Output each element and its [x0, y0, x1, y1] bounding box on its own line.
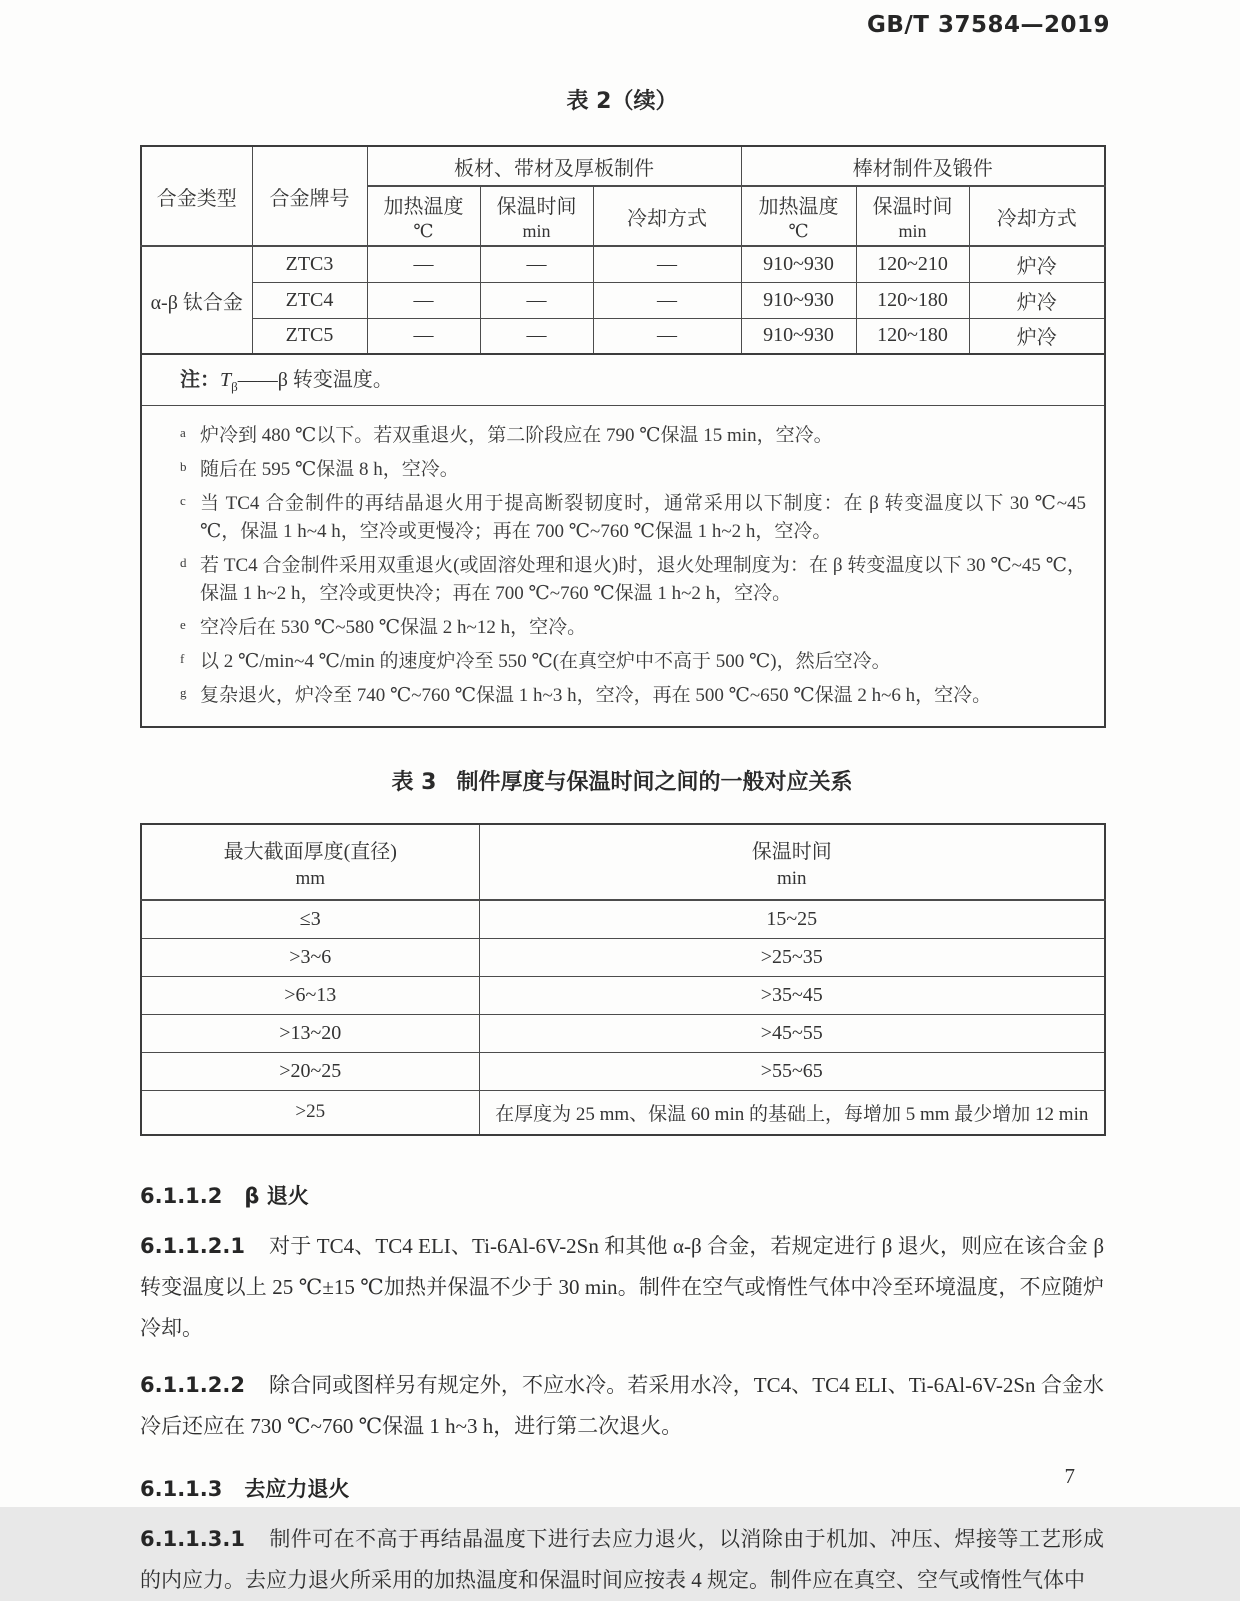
paragraph-text: 对于 TC4、TC4 ELI、Ti-6Al-6V-2Sn 和其他 α-β 合金，若规定进行 β 退火，则应在该合金 β 转变温度以上 25 ℃±15 ℃加热并保温不少于 30 min。制件在空气或惰性气体中冷至环境温度，不应随炉冷却。 — [140, 1234, 1104, 1340]
note-symbol: T — [220, 369, 232, 391]
table2-cell-plate-cool: — — [593, 318, 741, 354]
table2-row-ztc4 — [141, 282, 1105, 318]
table2-header-plate-cooling: 冷却方式 — [593, 186, 741, 246]
footnote-text: 复杂退火，炉冷至 740 ℃~760 ℃保温 1 h~3 h，空冷，再在 500 ℃~650 ℃保温 2 h~6 h，空冷。 — [200, 685, 992, 706]
table3-cell-thickness: ≤3 — [141, 900, 479, 938]
paragraph-text: 制件可在不高于再结晶温度下进行去应力退火，以消除由于机加、冲压、焊接等工艺形成的内应力。去应力退火所采用的加热温度和保温时间应按表 4 规定。制件应在真空、空气或惰性气体中 — [140, 1527, 1104, 1592]
paragraph-61131 — [140, 1519, 1104, 1601]
table2-title: 表 2（续） — [566, 89, 678, 114]
table3-cell-time: 在厚度为 25 mm、保温 60 min 的基础上，每增加 5 mm 最少增加 12 min — [479, 1090, 1105, 1135]
note-symbol-subscript: β — [231, 379, 238, 394]
footnote-mark: g — [180, 685, 187, 700]
table3-cell-thickness: >13~20 — [141, 1014, 479, 1052]
standard-number-header: GB/T 37584—2019 — [866, 12, 1110, 38]
table2-header-plate-heating-temp — [367, 186, 480, 246]
page-content — [140, 0, 1104, 1601]
table2-note-row — [141, 354, 1105, 406]
header-unit: min — [898, 221, 927, 241]
table2-cell-grade: ZTC3 — [252, 246, 367, 282]
table2-cell-plate-time: — — [480, 246, 593, 282]
footnote-mark: d — [180, 555, 187, 570]
paragraph-61121 — [140, 1226, 1104, 1349]
header-label: 加热温度 — [758, 196, 839, 218]
table2-header-bar-cooling: 冷却方式 — [969, 186, 1105, 246]
footnote-mark: e — [180, 617, 186, 632]
section-number: 6.1.1.2 — [140, 1184, 223, 1208]
table3-header-row — [141, 824, 1105, 900]
footnote-c — [172, 490, 1086, 546]
table3-row — [141, 1014, 1105, 1052]
footnote-text: 空冷后在 530 ℃~580 ℃保温 2 h~12 h，空冷。 — [200, 617, 587, 638]
footnote-text: 随后在 595 ℃保温 8 h，空冷。 — [200, 459, 459, 480]
table3-title-label: 表 3 — [391, 770, 437, 795]
header-unit: min — [776, 867, 807, 889]
footnote-f — [172, 648, 1086, 676]
table2-annealing-regimes — [140, 145, 1106, 728]
footnote-text: 以 2 ℃/min~4 ℃/min 的速度炉冷至 550 ℃(在真空炉中不高于 500 ℃)，然后空冷。 — [200, 651, 891, 672]
section-number: 6.1.1.3 — [140, 1477, 223, 1501]
table3-row — [141, 976, 1105, 1014]
table2-cell-bar-time: 120~210 — [856, 246, 969, 282]
table3-row — [141, 1052, 1105, 1090]
footnote-mark: a — [180, 425, 186, 440]
header-unit: ℃ — [788, 221, 809, 241]
header-unit: mm — [295, 867, 326, 889]
table2-footnotes — [141, 406, 1105, 728]
section-title: β 退火 — [244, 1184, 309, 1208]
section-title: 去应力退火 — [244, 1477, 350, 1501]
table2-header-alloy-grade: 合金牌号 — [252, 146, 367, 246]
footnote-text: 炉冷到 480 ℃以下。若双重退火，第二阶段应在 790 ℃保温 15 min，空冷。 — [200, 425, 833, 446]
page-number: 7 — [1064, 1464, 1075, 1488]
table2-header-alloy-type: 合金类型 — [141, 146, 252, 246]
table2-group-header-row — [141, 146, 1105, 186]
table2-cell-bar-cool: 炉冷 — [969, 318, 1105, 354]
header-unit: ℃ — [413, 221, 434, 241]
table3-header-thickness — [141, 824, 479, 900]
table2-header-group-plate: 板材、带材及厚板制件 — [367, 146, 741, 186]
table3-cell-time: >35~45 — [479, 976, 1105, 1014]
table2-cell-bar-temp: 910~930 — [741, 246, 856, 282]
table3-cell-thickness: >20~25 — [141, 1052, 479, 1090]
table2-note — [141, 354, 1105, 406]
table2-cell-plate-cool: — — [593, 246, 741, 282]
paragraph-number: 6.1.1.3.1 — [140, 1527, 245, 1551]
paragraph-number: 6.1.1.2.1 — [140, 1234, 245, 1258]
footnote-mark: b — [180, 459, 187, 474]
footnote-d — [172, 552, 1086, 608]
table2-cell-alloy-type: α-β 钛合金 — [141, 246, 252, 354]
table3-row — [141, 938, 1105, 976]
paragraph-number: 6.1.1.2.2 — [140, 1373, 245, 1397]
section-heading-6113 — [140, 1473, 1104, 1503]
footnote-text: 当 TC4 合金制件的再结晶退火用于提高断裂韧度时，通常采用以下制度：在 β 转变温度以下 30 ℃~45 ℃，保温 1 h~4 h，空冷或更慢冷；再在 700 ℃~760 ℃保温 1 h~2 h，空冷。 — [200, 493, 1087, 542]
table2-header-bar-heating-temp — [741, 186, 856, 246]
footnote-e — [172, 614, 1086, 642]
footnote-a — [172, 422, 1086, 450]
table2-cell-grade: ZTC5 — [252, 318, 367, 354]
table3-cell-time: 15~25 — [479, 900, 1105, 938]
table2-cell-bar-cool: 炉冷 — [969, 282, 1105, 318]
table2-cell-bar-temp: 910~930 — [741, 282, 856, 318]
table3-cell-thickness: >6~13 — [141, 976, 479, 1014]
table2-header-group-bar: 棒材制件及锻件 — [741, 146, 1105, 186]
table2-header-bar-holding-time — [856, 186, 969, 246]
table3-row — [141, 1090, 1105, 1135]
header-label: 保温时间 — [872, 196, 953, 218]
table2-cell-plate-temp: — — [367, 318, 480, 354]
header-unit: min — [522, 221, 551, 241]
table2-cell-bar-time: 120~180 — [856, 282, 969, 318]
table3-cell-thickness: >25 — [141, 1090, 479, 1135]
table2-cell-plate-temp: — — [367, 246, 480, 282]
footnote-b — [172, 456, 1086, 484]
footnote-mark: c — [180, 493, 186, 508]
section-heading-6112 — [140, 1180, 1104, 1210]
table3-cell-time: >25~35 — [479, 938, 1105, 976]
footnote-mark: f — [180, 651, 185, 666]
table2-cell-bar-time: 120~180 — [856, 318, 969, 354]
table3-title-text: 制件厚度与保温时间之间的一般对应关系 — [456, 770, 853, 795]
table2-cell-plate-time: — — [480, 318, 593, 354]
note-prefix: 注： — [180, 367, 220, 391]
table2-cell-bar-cool: 炉冷 — [969, 246, 1105, 282]
table3-row — [141, 900, 1105, 938]
table3-title — [140, 765, 1104, 796]
table2-cell-grade: ZTC4 — [252, 282, 367, 318]
table2-row-ztc5 — [141, 318, 1105, 354]
table3-cell-time: >45~55 — [479, 1014, 1105, 1052]
footnote-g — [172, 682, 1086, 710]
table2-header-plate-holding-time — [480, 186, 593, 246]
footnote-text: 若 TC4 合金制件采用双重退火(或固溶处理和退火)时，退火处理制度为：在 β 转变温度以下 30 ℃~45 ℃，保温 1 h~2 h，空冷或更快冷；再在 700 ℃~760 ℃保温 1 h~2 h，空冷。 — [200, 555, 1087, 604]
table2-cell-plate-cool: — — [593, 282, 741, 318]
header-label: 加热温度 — [383, 196, 464, 218]
header-label: 最大截面厚度(直径) — [223, 840, 397, 863]
table3-cell-thickness: >3~6 — [141, 938, 479, 976]
header-label: 保温时间 — [496, 196, 577, 218]
table2-cell-bar-temp: 910~930 — [741, 318, 856, 354]
table2-cell-plate-time: — — [480, 282, 593, 318]
table2-row-ztc3 — [141, 246, 1105, 282]
paragraph-61122 — [140, 1365, 1104, 1447]
paragraph-text: 除合同或图样另有规定外，不应水冷。若采用水冷，TC4、TC4 ELI、Ti-6Al-6V-2Sn 合金水冷后还应在 730 ℃~760 ℃保温 1 h~3 h，进行第二次退火。 — [140, 1373, 1104, 1438]
table2-cell-plate-temp: — — [367, 282, 480, 318]
header-label: 保温时间 — [751, 840, 832, 863]
note-text: ——β 转变温度。 — [237, 369, 393, 391]
table3-thickness-holding-time — [140, 823, 1106, 1136]
table3-cell-time: >55~65 — [479, 1052, 1105, 1090]
table2-footnotes-row — [141, 406, 1105, 728]
table3-header-holding-time — [479, 824, 1105, 900]
